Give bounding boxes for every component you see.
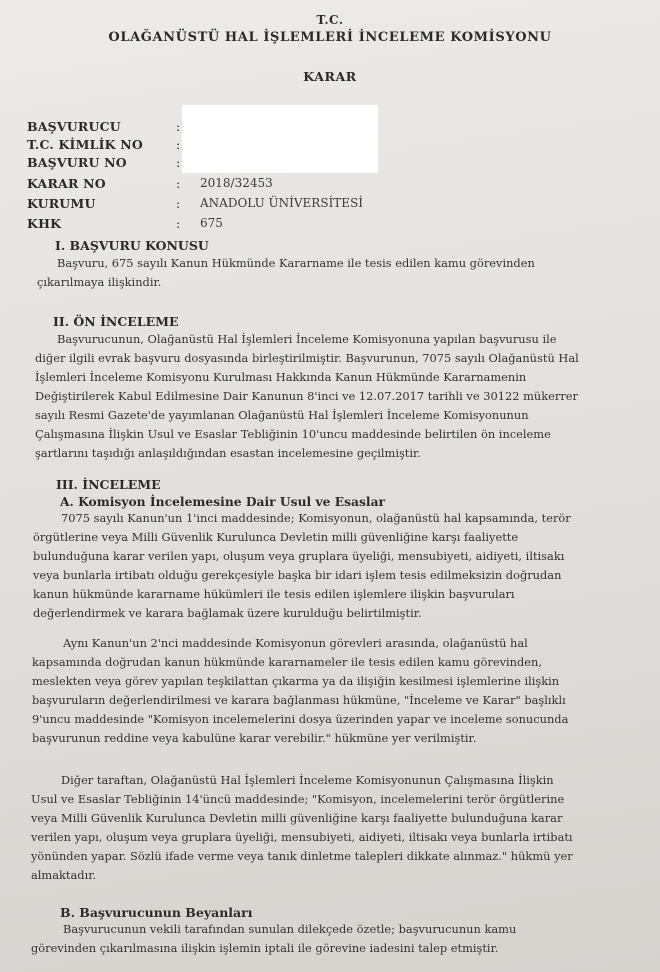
text-line: bulunduğuna karar verilen yapı, oluşum veya gruplara üyeliği, mensubiyeti, aidiyeti, iltisakı <box>33 549 565 563</box>
field-label-basvuru-no: BAŞVURU NO <box>27 155 127 170</box>
text-line: çıkarılmaya ilişkindir. <box>37 275 162 289</box>
text-line: Başvurucunun, Olağanüstü Hal İşlemleri İnceleme Komisyonuna yapılan başvurusu ile <box>57 332 557 346</box>
text-line: görevinden çıkarılmasına ilişkin işlemin iptali ile görevine iadesini talep etmiştir. <box>31 941 499 955</box>
text-line: veya bunlarla irtibatı olduğu gerekçesiyle başka bir idari işlem tesis edilmeksizin doğrudan <box>33 568 562 582</box>
text-line: meslekten veya görev yapılan teşkilattan çıkarma ya da ilişiğin kesilmesi işlemlerine ilişkin <box>32 674 560 688</box>
field-colon: : <box>176 137 181 152</box>
text-line: 9'uncu maddesinde "Komisyon incelemelerini dosya üzerinden yapar ve inceleme sonucunda <box>32 712 569 726</box>
section-3a-subheading: A. Komisyon İncelemesine Dair Usul ve Esaslar <box>60 494 386 509</box>
text-line: veya Milli Güvenlik Kurulunca Devletin milli güvenliğine karşı faaliyette bulunduğuna karar <box>31 811 563 825</box>
field-colon: : <box>176 216 181 231</box>
text-line: Başvuru, 675 sayılı Kanun Hükmünde Kararname ile tesis edilen kamu görevinden <box>57 256 535 270</box>
text-line: 7075 sayılı Kanun'un 1'inci maddesinde; Komisyonun, olağanüstü hal kapsamında, terör <box>61 511 571 525</box>
header-tc: T.C. <box>316 13 344 27</box>
field-colon: : <box>176 119 181 134</box>
section-3b-paragraph <box>31 920 631 958</box>
text-line: örgütlerine veya Milli Güvenlik Kurulunca Devletin milli güvenliğine karşı faaliyette <box>33 530 519 544</box>
section-3-heading: III. İNCELEME <box>56 477 161 492</box>
field-label-khk: KHK <box>27 216 62 231</box>
text-line: değerlendirmek ve karara bağlamak üzere kurulduğu belirtilmiştir. <box>33 606 422 620</box>
section-2-text <box>35 330 625 463</box>
field-value-khk: 675 <box>200 216 223 230</box>
field-value-kurumu: ANADOLU ÜNİVERSİTESİ <box>200 196 364 210</box>
text-line: sayılı Resmi Gazete'de yayımlanan Olağanüstü Hal İşlemleri İnceleme Komisyonunun <box>35 408 529 422</box>
text-line: Usul ve Esaslar Tebliğinin 14'üncü maddesinde; "Komisyon, incelemelerini terör örgütlerine <box>31 792 565 806</box>
field-label-kurumu: KURUMU <box>27 196 96 211</box>
text-line: başvuruların değerlendirilmesi ve karara bağlanması hükmüne, "İnceleme ve Karar" başlıklı <box>32 693 566 707</box>
section-3b-subheading: B. Başvurucunun Beyanları <box>60 905 253 920</box>
field-colon: : <box>176 176 181 191</box>
text-line: Aynı Kanun'un 2'nci maddesinde Komisyonun görevleri arasında, olağanüstü hal <box>63 636 528 650</box>
field-label-tc-kimlik: T.C. KİMLİK NO <box>27 137 143 152</box>
text-line: Değiştirilerek Kabul Edilmesine Dair Kanunun 8'inci ve 12.07.2017 tarihli ve 30122 mükerrer <box>35 389 578 403</box>
field-colon: : <box>176 155 181 170</box>
document-type: KARAR <box>303 69 357 84</box>
text-line: almaktadır. <box>31 868 97 882</box>
redaction-box <box>182 105 378 173</box>
field-colon: : <box>176 196 181 211</box>
section-3a-paragraph-3 <box>31 771 631 885</box>
text-line: diğer ilgili evrak başvuru dosyasında birleştirilmiştir. Başvurunun, 7075 sayılı Olağanüstü Hal <box>35 351 579 365</box>
section-2-heading: II. ÖN İNCELEME <box>53 314 179 329</box>
commission-title: OLAĞANÜSTÜ HAL İŞLEMLERİ İNCELEME KOMİSYONU <box>108 30 552 45</box>
text-line: kapsamında doğrudan kanun hükmünde kararnameler ile tesis edilen kamu görevinden, <box>32 655 543 669</box>
text-line: Diğer taraftan, Olağanüstü Hal İşlemleri İnceleme Komisyonunun Çalışmasına İlişkin <box>61 773 554 787</box>
field-label-karar-no: KARAR NO <box>27 176 106 191</box>
text-line: yönünden yapar. Sözlü ifade verme veya tanık dinletme talepleri dikkate alınmaz." hükmü yer <box>31 849 573 863</box>
field-label-basvurucu: BAŞVURUCU <box>27 119 121 134</box>
section-1-heading: I. BAŞVURU KONUSU <box>55 238 209 253</box>
section-3a-paragraph-1 <box>33 509 629 623</box>
section-1-text <box>37 254 622 292</box>
text-line: başvurunun reddine veya kabulüne karar verebilir." hükmüne yer verilmiştir. <box>32 731 477 745</box>
text-line: verilen yapı, oluşum veya gruplara üyeliği, mensubiyeti, aidiyeti, iltisakı veya bunlarla irtibatı <box>31 830 573 844</box>
text-line: kanun hükmünde kararname hükümleri ile tesis edilen işlemlere ilişkin başvuruları <box>33 587 515 601</box>
text-line: İşlemleri İnceleme Komisyonu Kurulması Hakkında Kanun Hükmünde Kararnamenin <box>35 370 527 384</box>
text-line: Çalışmasına İlişkin Usul ve Esaslar Tebliğinin 10'uncu maddesinde belirtilen ön inceleme <box>35 427 551 441</box>
text-line: Başvurucunun vekili tarafından sunulan dilekçede özetle; başvurucunun kamu <box>63 922 517 936</box>
field-value-karar-no: 2018/32453 <box>200 176 273 190</box>
text-line: şartlarını taşıdığı anlaşıldığından esastan incelemesine geçilmiştir. <box>35 446 421 460</box>
section-3a-paragraph-2 <box>32 634 630 748</box>
